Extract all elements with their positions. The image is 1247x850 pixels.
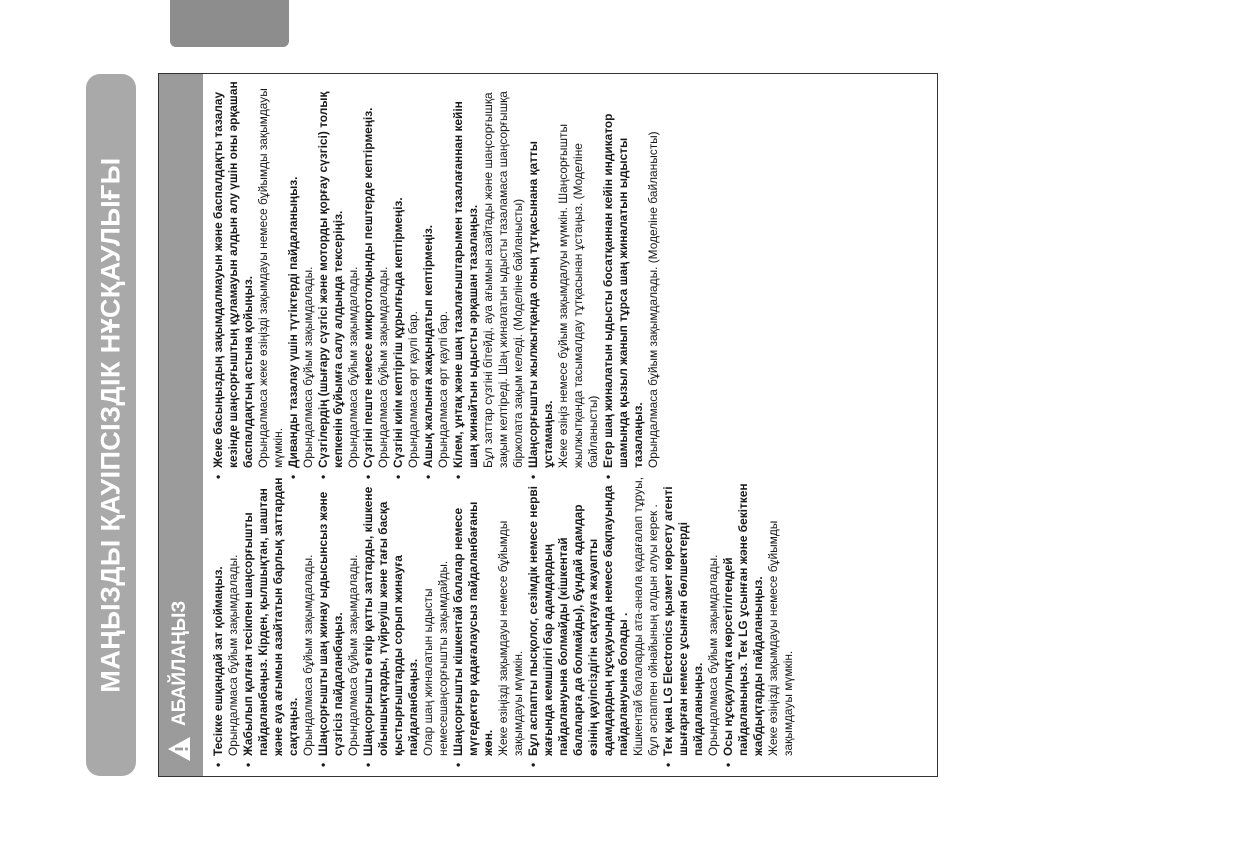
bullet-item	[361, 476, 451, 768]
bullet-item	[451, 80, 526, 480]
bullet-description: Орындалмаса бұйым зақымдалады.	[301, 554, 315, 756]
bullet-item	[391, 80, 421, 480]
warning-title: АБАЙЛАҢЫЗ	[169, 600, 190, 726]
bullet-description: Жеке өзіңіз немесе бұйым зақымдалуы мүмкін. Шаңсорғышты жылжытқанда тасымалдау тұтқасынан ұстаңыз. (Моделіне байланысты)	[556, 123, 600, 468]
bullet-description: Жеке өзіңізді зақымдауы немесе бұйымды зақымдауы мүмкін.	[766, 520, 795, 756]
bullet-item	[601, 80, 661, 480]
bullet-description: Орындалмаса бұйым зақымдалады.	[706, 554, 720, 756]
bullet-description: Жеке өзіңізді зақымдауы немесе бұйымды зақымдауы мүмкін.	[496, 520, 525, 756]
bullet-description: Орындалмаса жеке өзіңізді зақымдауы немесе бұйымды зақымдауы мүмкін.	[256, 88, 285, 468]
column-left	[211, 476, 933, 768]
bullet-title: • Сүзгіні пеште немесе микротолқынды пештерде кептірмеңіз.	[361, 107, 375, 468]
bullet-item	[421, 80, 451, 480]
bullet-title: • Тесікке ешқандай зат қоймаңыз.	[211, 566, 225, 756]
bullet-item	[241, 476, 316, 768]
bullet-description: Олар шаң жиналатын ыдысты немесешаңсорғышты зақымдайды.	[421, 560, 450, 756]
bullet-item	[661, 476, 721, 768]
column-right	[211, 80, 933, 480]
bullet-title: • Сүзгілердің (шығару сүзгісі және моторды қорғау сүзгісі) толық кепкенін бұйымға салу алдында тексеріңіз.	[316, 91, 345, 468]
bullet-item	[316, 476, 361, 768]
bullet-item	[721, 476, 796, 768]
bullet-item	[361, 80, 391, 480]
bullet-description: Бұл заттар сүзгіні бітейді, ауа ағымын азайтады және шаңсорғышқа зақым келтіреді. Шаң жиналатын ыдысты тазаламаса шаңсорғышқа біржолата зақым келеді. (Моделіне байланысты)	[481, 91, 525, 468]
bullet-item	[526, 476, 661, 768]
warning-triangle-icon	[167, 736, 191, 762]
bullet-title: • Шаңсорғышты кішкентай балалар немесе мүгедектер қадағалаусыз пайдаланбағаны жөн.	[451, 501, 495, 756]
bullet-description: Орындалмаса бұйым зақымдалады. (Моделіне байланысты)	[646, 131, 660, 468]
bullet-title: • Жабылып қалған тесікпен шаңсорғышты пайдаланбаңыз. Кірден, қылшықтан, шаштан және ауа ағымын азайтатын барлық заттардан сақтаңыз.	[241, 477, 300, 756]
bullet-item	[316, 80, 361, 480]
bullet-description: Кішкентай балаларды ата-анала қадағалап тұруы, бұл әспаппен ойнайының алдын алуы керек .	[631, 476, 660, 756]
bullet-description: Орындалмаса бұйым зақымдалады.	[346, 266, 360, 468]
bullet-title: • Диванды тазалау үшін түтіктерді пайдаланыңыз.	[286, 176, 300, 468]
bullet-title: • Бұл аспапты пысқолог, сезімдік немесе нерві жағында кемшілігі бар адамдардың пайдалануына болмайды (кішкентай балаларға да болмайды), бұндай адамдар өзінің қауіпсіздігін сақтауға жауапты адамдардың нұсқауында немесе бақпауында пайдалануына болады .	[526, 485, 630, 756]
bullet-title: • Ашық жалынға жақындатып кептірмеңіз.	[421, 224, 435, 468]
bullet-item	[451, 476, 526, 768]
bullet-description: Орындалмаса өрт қаупі бар.	[406, 311, 420, 468]
warning-box	[158, 73, 938, 777]
side-banner	[86, 74, 136, 776]
bullet-description: Орындалмаса бұйым зақымдалады.	[346, 554, 360, 756]
bullet-title: • Сүзгіні киім кептіргіш құрылғыда кептірмеңіз.	[391, 197, 405, 468]
section-title: МАҢЫЗДЫ ҚАУІПСІЗДІК НҰСҚАУЛЫҒЫ	[95, 157, 126, 693]
page-tab	[170, 0, 289, 47]
bullet-title: • Егер шаң жиналатын ыдысты босатқаннан кейін индикатор шамында қызыл жанып тұрса шаң жиналатын ыдысты тазалаңыз.	[601, 113, 645, 468]
bullet-description: Орындалмаса бұйым зақымдалады.	[376, 266, 390, 468]
bullet-item	[211, 476, 241, 768]
bullet-description: Орындалмаса бұйым зақымдалады.	[301, 266, 315, 468]
warning-header	[159, 74, 203, 776]
bullet-item	[286, 80, 316, 480]
bullet-title: • Жеке басыңыздың зақымдалмауын және баспалдақты тазалау кезінде шаңсорғыштың құламауын алдын алу үшін оны әрқашан баспалдақтың астына қойыңыз.	[211, 81, 255, 468]
bullet-title: • Шаңсорғышты жылжытқанда оның тұтқасынана қатты ұстамаңыз.	[526, 141, 555, 468]
bullet-title: • Осы нұсқаулықта көрсетілгендей пайдаланыңыз. Тек LG ұсынған және бекіткен жабдықтарды пайдаланыңыз.	[721, 483, 765, 756]
bullet-title: • Кілем, ұнтақ және шаң тазалағыштарымен тазалағаннан кейін шаң жинайтын ыдысты әрқашан тазалаңыз.	[451, 101, 480, 468]
bullet-title: • Шаңсорғышты өткір қатты заттарды, кішкене ойыншықтарды, түйреуіш және тағы басқа қыстырғыштарды сорып жинауға пайдаланбаңыз.	[361, 486, 420, 756]
bullet-description: Орындалмаса өрт қаупі бар.	[436, 311, 450, 468]
bullet-item	[211, 80, 286, 480]
bullet-description: Орындалмаса бұйым зақымдалады.	[226, 554, 240, 756]
warning-content	[159, 74, 937, 776]
bullet-title: • Шаңсорғышты шаң жинау ыдысынсыз және сүзгісіз пайдаланбаңыз.	[316, 491, 345, 756]
bullet-title: • Тек қана LG Electronics қызмет көрсету агенті шығарған немесе ұсынған бөлшектерді пайдаланыңыз.	[661, 486, 705, 756]
bullet-item	[526, 80, 601, 480]
